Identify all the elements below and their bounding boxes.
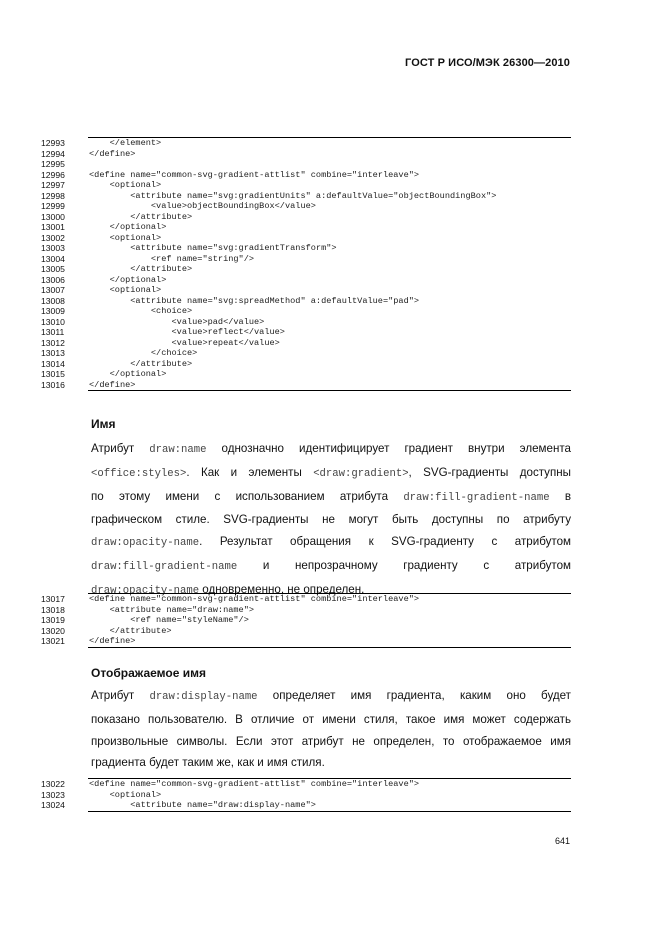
code-text: <ref name="string"/> — [89, 253, 255, 264]
code-line — [41, 800, 571, 811]
line-number: 12994 — [41, 148, 65, 159]
code-line — [41, 636, 571, 647]
code-text: </define> — [89, 148, 136, 159]
code-text: <define name="common-svg-gradient-attlist" combine="interleave"> — [89, 169, 420, 180]
code-text: <value>reflect</value> — [89, 327, 285, 337]
code-text: </define> — [89, 636, 136, 646]
paragraph-line — [91, 731, 571, 753]
code-line — [41, 264, 571, 275]
code-listing — [41, 593, 571, 648]
code-line — [41, 337, 571, 349]
paragraph-line — [91, 509, 571, 531]
text-run: одновременно, не определен. — [199, 582, 365, 596]
code-text: </define> — [89, 379, 136, 390]
code-text: <value>objectBoundingBox</value> — [89, 201, 316, 211]
paragraph-display-name — [91, 685, 571, 774]
line-number: 13015 — [41, 369, 65, 379]
section-heading-display-name: Отображаемое имя — [91, 666, 206, 680]
code-line — [41, 201, 571, 212]
line-number: 13022 — [41, 779, 65, 789]
paragraph-line — [91, 685, 571, 709]
paragraph-line — [91, 486, 571, 510]
code-text: <attribute name="draw:display-name"> — [89, 800, 316, 810]
code-text: <optional> — [89, 789, 162, 800]
line-number: 12998 — [41, 190, 65, 201]
line-number: 13009 — [41, 306, 65, 316]
paragraph-name — [91, 438, 571, 603]
code-text: <optional> — [89, 232, 162, 243]
code-line — [41, 285, 571, 296]
line-number: 13002 — [41, 232, 65, 243]
code-line — [41, 180, 571, 191]
line-number: 13021 — [41, 636, 65, 646]
inline-code: <office:styles> — [91, 467, 187, 480]
code-text: </attribute> — [89, 211, 193, 222]
code-text: <define name="common-svg-gradient-attlist" combine="interleave"> — [89, 779, 420, 789]
line-number: 13024 — [41, 800, 65, 810]
code-text: <ref name="styleName"/> — [89, 615, 249, 625]
code-line — [41, 306, 571, 317]
line-number: 12999 — [41, 201, 65, 211]
text-run: . Как и элементы — [186, 465, 314, 479]
inline-code: draw:fill-gradient-name — [403, 491, 550, 504]
code-text: </choice> — [89, 348, 198, 358]
line-number: 13006 — [41, 274, 65, 285]
code-line — [41, 169, 571, 181]
code-text: <attribute name="svg:gradientUnits" a:defaultValue="objectBoundingBox"> — [89, 190, 497, 201]
line-number: 12995 — [41, 159, 65, 169]
document-header: ГОСТ Р ИСО/МЭК 26300—2010 — [405, 57, 570, 69]
line-number: 13010 — [41, 316, 65, 327]
line-number: 13005 — [41, 264, 65, 274]
code-line — [41, 379, 571, 391]
line-number: 13019 — [41, 615, 65, 625]
code-line — [41, 316, 571, 328]
code-listing — [41, 778, 571, 812]
code-text: </attribute> — [89, 264, 193, 274]
code-line — [41, 232, 571, 244]
line-number: 13016 — [41, 379, 65, 390]
paragraph-line — [91, 709, 571, 731]
text-run: произвольные символы. Если этот атрибут не определен, то отображаемое имя — [91, 734, 571, 748]
text-run: в — [549, 489, 571, 503]
code-line — [41, 222, 571, 233]
line-number: 13001 — [41, 222, 65, 232]
inline-code: draw:display-name — [149, 691, 258, 703]
code-text: </attribute> — [89, 358, 193, 369]
line-number: 13018 — [41, 604, 65, 615]
text-run: по этому имени с использованием атрибута — [91, 489, 404, 503]
line-number: 13017 — [41, 594, 65, 604]
inline-code: draw:fill-gradient-name — [91, 560, 238, 573]
code-text: <choice> — [89, 306, 193, 316]
code-line — [41, 243, 571, 254]
line-number: 13013 — [41, 348, 65, 358]
line-number: 13000 — [41, 211, 65, 222]
inline-code: draw:opacity-name — [91, 537, 200, 550]
line-number: 13004 — [41, 253, 65, 264]
code-line — [41, 138, 571, 149]
code-text: <value>pad</value> — [89, 316, 265, 327]
text-run: Атрибут — [91, 442, 150, 455]
code-line — [41, 604, 571, 616]
code-listing — [41, 137, 571, 391]
code-line — [41, 779, 571, 790]
code-line — [41, 369, 571, 380]
line-number: 12997 — [41, 180, 65, 190]
code-text: </optional> — [89, 369, 167, 379]
code-line — [41, 327, 571, 338]
line-number: 12993 — [41, 138, 65, 148]
code-line — [41, 211, 571, 223]
code-line — [41, 789, 571, 801]
code-text: <define name="common-svg-gradient-attlist" combine="interleave"> — [89, 594, 420, 604]
paragraph-line — [91, 438, 571, 462]
text-run: . Результат обращения к SVG-градиенту с атрибутом — [199, 535, 571, 549]
inline-code: draw:opacity-name — [91, 584, 200, 597]
inline-code: <draw:gradient> — [313, 467, 409, 480]
paragraph-line — [91, 462, 571, 486]
text-run: градиента будет таким же, как и имя стиля. — [91, 756, 325, 770]
text-run: и непрозрачному градиенту с атрибутом — [237, 558, 571, 572]
code-line — [41, 348, 571, 359]
code-text: </element> — [89, 138, 162, 148]
text-run: графическом стиле. SVG-градиенты не могут быть доступны по атрибуту — [91, 513, 571, 527]
inline-code: draw:name — [149, 444, 207, 456]
line-number: 13007 — [41, 285, 65, 295]
paragraph-line — [91, 752, 571, 774]
text-run: , SVG-градиенты доступны — [408, 465, 571, 479]
text-run: Атрибут — [91, 689, 150, 702]
code-text: </optional> — [89, 222, 167, 232]
line-number: 13003 — [41, 243, 65, 253]
code-line — [41, 625, 571, 637]
line-number: 13008 — [41, 295, 65, 306]
text-run: определяет имя градиента, каким оно будет — [257, 689, 571, 702]
line-number: 12996 — [41, 169, 65, 180]
code-line — [41, 295, 571, 307]
code-line — [41, 358, 571, 370]
line-number: 13011 — [41, 327, 65, 337]
text-run: показано пользователю. В отличие от имени стиля, такое имя может содержать — [91, 712, 571, 726]
code-text: <attribute name="svg:spreadMethod" a:defaultValue="pad"> — [89, 295, 420, 306]
code-line — [41, 148, 571, 160]
code-text: <attribute name="svg:gradientTransform"> — [89, 243, 337, 253]
line-number: 13020 — [41, 625, 65, 636]
code-line — [41, 159, 571, 170]
code-line — [41, 190, 571, 202]
code-line — [41, 594, 571, 605]
code-line — [41, 253, 571, 265]
code-text: </optional> — [89, 274, 167, 285]
line-number: 13014 — [41, 358, 65, 369]
code-text: <optional> — [89, 180, 162, 190]
code-line — [41, 274, 571, 286]
line-number: 13012 — [41, 337, 65, 348]
paragraph-line — [91, 531, 571, 555]
code-text: <value>repeat</value> — [89, 337, 280, 348]
code-line — [41, 615, 571, 626]
paragraph-line — [91, 555, 571, 579]
code-text: </attribute> — [89, 625, 172, 636]
code-text: <optional> — [89, 285, 162, 295]
section-heading-name: Имя — [91, 417, 116, 431]
line-number: 13023 — [41, 789, 65, 800]
page-number: 641 — [554, 836, 570, 846]
text-run: однозначно идентифицирует градиент внутри элемента — [206, 442, 571, 455]
code-text: <attribute name="draw:name"> — [89, 604, 255, 615]
